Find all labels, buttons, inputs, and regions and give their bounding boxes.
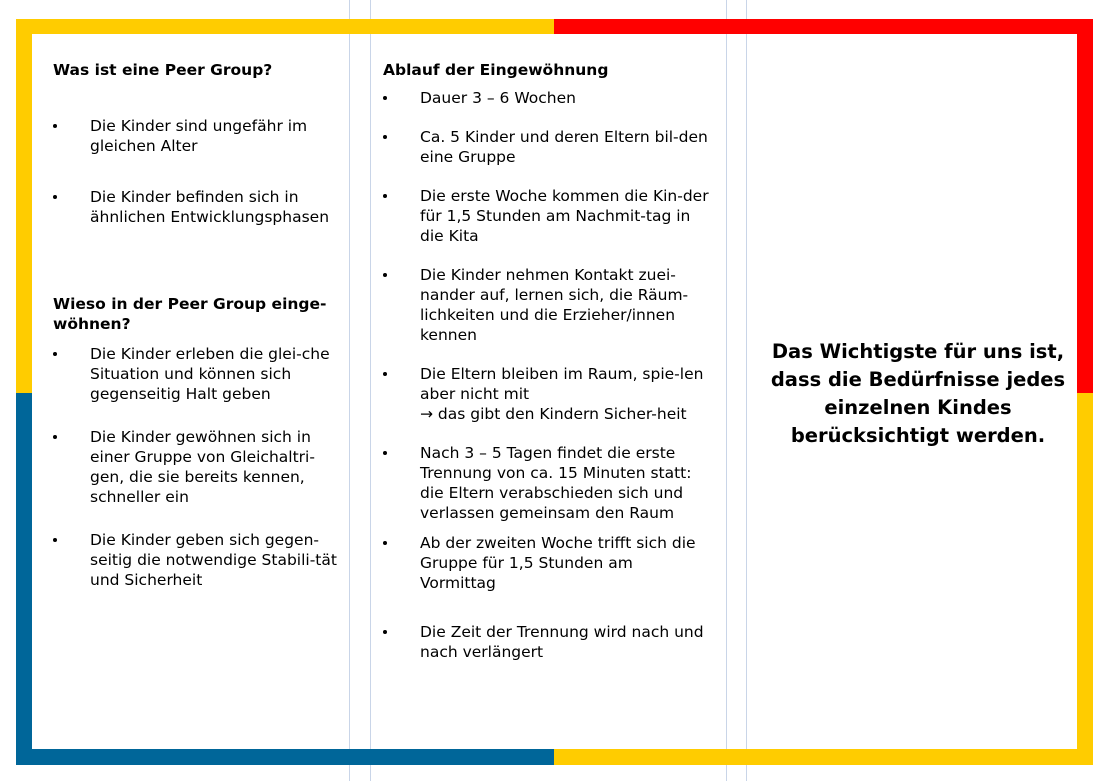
list-item: Die Kinder gewöhnen sich in einer Gruppe von Gleichaltri-gen, die sie bereits kennen, schneller ein xyxy=(53,427,348,507)
heading-ablauf: Ablauf der Eingewöhnung xyxy=(383,61,609,79)
border-top-red xyxy=(554,19,1093,34)
column-guide-line xyxy=(370,0,371,781)
border-top-yellow xyxy=(16,19,554,34)
column-peer-group xyxy=(53,60,348,590)
border-bottom-yellow xyxy=(554,749,1093,765)
border-bottom-blue xyxy=(16,749,554,765)
list-item: Die Kinder sind ungefähr im gleichen Alter xyxy=(53,116,348,156)
bullet-icon xyxy=(383,96,387,100)
list-item: Die Eltern bleiben im Raum, spie-len aber nicht mit → das gibt den Kindern Sicher-heit xyxy=(383,364,713,424)
bullet-icon xyxy=(383,194,387,198)
list-item: Dauer 3 – 6 Wochen xyxy=(383,88,713,108)
column-guide-line xyxy=(746,0,747,781)
list-wieso xyxy=(53,344,348,590)
bullet-icon xyxy=(53,435,57,439)
list-item: Die Kinder befinden sich in ähnlichen Entwicklungsphasen xyxy=(53,187,348,227)
bullet-icon xyxy=(383,135,387,139)
bullet-icon xyxy=(383,630,387,634)
list-item: Die Kinder erleben die glei-che Situation und können sich gegenseitig Halt geben xyxy=(53,344,348,404)
list-item: Die Kinder nehmen Kontakt zuei-nander auf, lernen sich, die Räum-lichkeiten und die Erzieher/innen kennen xyxy=(383,265,713,345)
column-ablauf xyxy=(383,60,713,662)
bullet-icon xyxy=(53,352,57,356)
list-item: Ab der zweiten Woche trifft sich die Gruppe für 1,5 Stunden am Vormittag xyxy=(383,533,713,593)
column-guide-line xyxy=(349,0,350,781)
bullet-icon xyxy=(383,541,387,545)
heading-was-ist-peer-group: Was ist eine Peer Group? xyxy=(53,61,273,79)
arrow-note: → das gibt den Kindern Sicher-heit xyxy=(420,405,687,423)
list-item: Nach 3 – 5 Tagen findet die erste Trennung von ca. 15 Minuten statt: die Eltern verabschieden sich und verlassen gemeinsam den Raum xyxy=(383,443,713,523)
list-ablauf xyxy=(383,88,713,662)
list-item: Die Zeit der Trennung wird nach und nach verlängert xyxy=(383,622,713,662)
border-right-yellow xyxy=(1077,393,1093,765)
bullet-icon xyxy=(383,451,387,455)
list-peer-group xyxy=(53,116,348,227)
bullet-icon xyxy=(383,273,387,277)
statement-text: Das Wichtigste für uns ist, dass die Bedürfnisse jedes einzelnen Kindes berücksichtigt werden. xyxy=(770,340,1066,447)
border-left-blue xyxy=(16,393,32,765)
bullet-icon xyxy=(383,372,387,376)
list-item: Die erste Woche kommen die Kin-der für 1,5 Stunden am Nachmit-tag in die Kita xyxy=(383,186,713,246)
bullet-icon xyxy=(53,124,57,128)
border-left-yellow xyxy=(16,19,32,393)
list-item: Die Kinder geben sich gegen-seitig die notwendige Stabili-tät und Sicherheit xyxy=(53,530,348,590)
bullet-icon xyxy=(53,195,57,199)
border-right-red xyxy=(1077,19,1093,393)
bullet-icon xyxy=(53,538,57,542)
list-item: Ca. 5 Kinder und deren Eltern bil-den eine Gruppe xyxy=(383,127,713,167)
column-guide-line xyxy=(726,0,727,781)
heading-wieso-peer-group: Wieso in der Peer Group einge-wöhnen? xyxy=(53,295,327,333)
